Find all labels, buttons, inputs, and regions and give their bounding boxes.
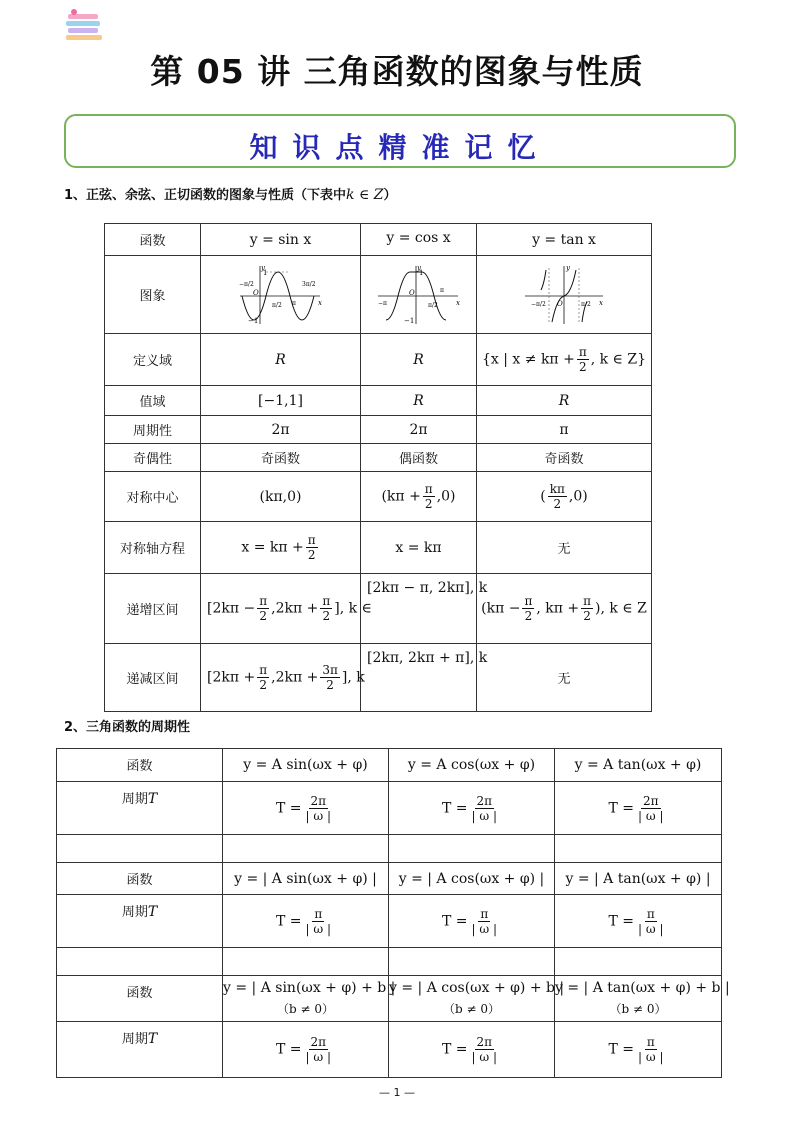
page-title: 第 05 讲 三角函数的图象与性质 bbox=[150, 52, 644, 91]
svg-text:−π/2: −π/2 bbox=[531, 300, 546, 308]
svg-text:π/2: π/2 bbox=[427, 301, 438, 309]
table-row: 函数 y = | A sin(ωx + φ) | y = | A cos(ωx + φ) | y = | A tan(ωx + φ) | bbox=[57, 863, 722, 895]
table-row: 周期T T = $\frac{\pi}{| \omega |}$ T = $\frac{\pi}{| \omega |}$ T = $\frac{\pi}{| \omega |}$ bbox=[57, 895, 722, 948]
period-table bbox=[56, 748, 730, 1078]
tan-graph bbox=[521, 262, 607, 328]
tan-graph-cell bbox=[477, 256, 652, 334]
svg-text:−π/2: −π/2 bbox=[238, 280, 254, 288]
row-label: 图象 bbox=[105, 256, 201, 334]
svg-text:−π: −π bbox=[377, 299, 387, 307]
table-row: 对称中心 (kπ,0) (kπ + $\frac{\pi}{2}$ ,0) ( $\frac{k\pi}{2}$ ,0) bbox=[105, 472, 652, 522]
table-row bbox=[105, 224, 652, 256]
svg-text:O: O bbox=[252, 288, 259, 297]
svg-text:y: y bbox=[566, 263, 570, 272]
table-row: 值域 [−1,1] R R bbox=[105, 386, 652, 416]
svg-text:O: O bbox=[408, 288, 415, 297]
header-cell: 函数 bbox=[105, 224, 201, 256]
sin-graph-cell bbox=[201, 256, 361, 334]
table-row: 定义域 R R {x | x ≠ kπ + $\frac{\pi}{2}$ , k ∈ Z} bbox=[105, 334, 652, 386]
svg-text:−1: −1 bbox=[403, 316, 414, 325]
svg-text:1: 1 bbox=[262, 268, 267, 277]
table-row bbox=[105, 256, 652, 334]
svg-text:π: π bbox=[291, 299, 296, 307]
svg-text:π: π bbox=[439, 286, 444, 294]
table-row: 周期性 2π 2π π bbox=[105, 416, 652, 444]
section1-heading: 1、正弦、余弦、正切函数的图象与性质（下表中k ∈ Z） bbox=[64, 187, 397, 203]
header-cos: y = cos x bbox=[361, 224, 477, 256]
section-banner bbox=[64, 114, 736, 168]
table-row: 奇偶性 奇函数 偶函数 奇函数 bbox=[105, 444, 652, 472]
table-row: 递增区间 [2kπ − $\frac{\pi}{2}$ ,2kπ + $\frac{\pi}{2}$ ], k ∈ [2kπ − π, 2kπ], k (kπ − $\frac{\pi}{2}$ , kπ + $\frac{\pi}{2}$ ), k ∈ Z bbox=[105, 574, 652, 644]
svg-text:y: y bbox=[260, 263, 265, 272]
banner-title: 知识点精准记忆 bbox=[249, 131, 551, 164]
svg-text:x: x bbox=[455, 298, 460, 307]
table-row: 函数 y = A sin(ωx + φ) y = A cos(ωx + φ) y = A tan(ωx + φ) bbox=[57, 749, 722, 782]
cos-graph bbox=[376, 262, 462, 328]
table-row: 对称轴方程 x = kπ + $\frac{\pi}{2}$ x = kπ 无 bbox=[105, 522, 652, 574]
page-number: — 1 — bbox=[379, 1086, 415, 1099]
svg-text:1: 1 bbox=[418, 268, 423, 277]
table-row: 函数 y = | A sin(ωx + φ) + b | （b ≠ 0） y = | A cos(ωx + φ) + b | （b ≠ 0） y = | A tan(ωx + φ) + b | （b ≠ 0） bbox=[57, 976, 722, 1022]
svg-text:O: O bbox=[557, 299, 563, 308]
logo-icon bbox=[64, 8, 106, 42]
sin-graph bbox=[238, 262, 324, 328]
header-sin: y = sin x bbox=[201, 224, 361, 256]
svg-text:x: x bbox=[317, 298, 322, 307]
trig-properties-table bbox=[104, 223, 652, 712]
table-row: 周期T T = $\frac{2\pi}{| \omega |}$ T = $\frac{2\pi}{| \omega |}$ T = $\frac{2\pi}{| \omega |}$ bbox=[57, 782, 722, 835]
svg-text:−1: −1 bbox=[247, 316, 258, 325]
svg-text:π/2: π/2 bbox=[271, 301, 282, 309]
svg-text:y: y bbox=[416, 263, 421, 272]
header-tan: y = tan x bbox=[477, 224, 652, 256]
svg-text:3π/2: 3π/2 bbox=[301, 280, 316, 288]
table-row bbox=[57, 835, 722, 863]
table-row bbox=[57, 948, 722, 976]
section2-heading: 2、三角函数的周期性 bbox=[64, 720, 191, 735]
svg-text:x: x bbox=[599, 298, 603, 307]
cos-graph-cell bbox=[361, 256, 477, 334]
svg-text:π/2: π/2 bbox=[581, 300, 591, 308]
table-row: 周期T T = $\frac{2\pi}{| \omega |}$ T = $\frac{2\pi}{| \omega |}$ T = $\frac{\pi}{| \omega |}$ bbox=[57, 1022, 722, 1078]
table-row: 递减区间 [2kπ + $\frac{\pi}{2}$ ,2kπ + $\frac{3\pi}{2}$ ], k [2kπ, 2kπ + π], k 无 bbox=[105, 644, 652, 712]
